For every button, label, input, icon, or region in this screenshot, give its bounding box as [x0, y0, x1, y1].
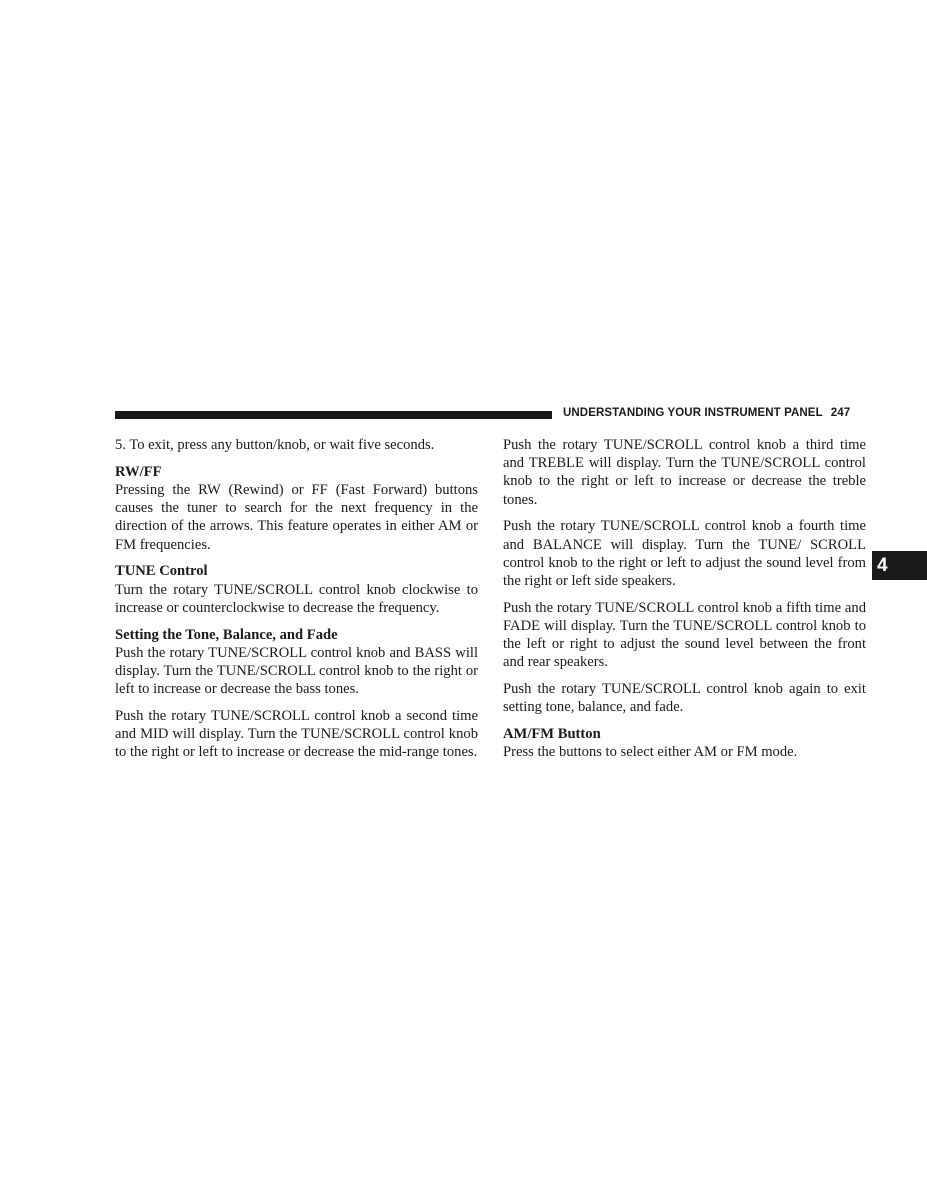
- amfm-paragraph: Press the buttons to select either AM or FM mode.: [503, 744, 798, 761]
- exit-tone-paragraph: Push the rotary TUNE/SCROLL control knob again to exit setting tone, balance, and fade.: [503, 681, 866, 716]
- treble-paragraph: Push the rotary TUNE/SCROLL control knob a third time and TREBLE will display. Turn the TUNE/SCROLL control knob to the right or left to increase or decrease the treble tones.: [503, 437, 866, 508]
- balance-paragraph: Push the rotary TUNE/SCROLL control knob a fourth time and BALANCE will display. Turn the TUNE/ SCROLL control knob to the right or left to adjust the sound level from the right or left side speakers.: [503, 518, 866, 590]
- right-column: [503, 436, 866, 770]
- header-title: UNDERSTANDING YOUR INSTRUMENT PANEL: [563, 407, 823, 419]
- page-number: 247: [830, 407, 851, 419]
- step-5-text: 5. To exit, press any button/knob, or wait five seconds.: [115, 437, 435, 453]
- tone-balance-fade-heading: Setting the Tone, Balance, and Fade: [115, 626, 338, 643]
- running-header: [563, 407, 850, 419]
- fade-paragraph: Push the rotary TUNE/SCROLL control knob a fifth time and FADE will display. Turn the TUNE/SCROLL control knob to the left or right to adjust the sound level between the front and rear speakers.: [503, 599, 866, 671]
- amfm-button-heading: AM/FM Button: [503, 726, 601, 743]
- rwff-heading: RW/FF: [115, 463, 162, 480]
- tune-control-paragraph: Turn the rotary TUNE/SCROLL control knob clockwise to increase or counterclockwise to decrease the frequency.: [115, 581, 478, 616]
- left-column: [115, 436, 478, 770]
- rwff-paragraph: Pressing the RW (Rewind) or FF (Fast Forward) buttons causes the tuner to search for the next frequency in the direction of the arrows. This feature operates in either AM or FM frequencies.: [115, 482, 478, 553]
- mid-paragraph: Push the rotary TUNE/SCROLL control knob a second time and MID will display. Turn the TUNE/SCROLL control knob to the right or left to increase or decrease the mid-range tones.: [115, 708, 478, 761]
- header-rule: [115, 411, 552, 419]
- tune-control-heading: TUNE Control: [115, 563, 208, 580]
- bass-paragraph: Push the rotary TUNE/SCROLL control knob and BASS will display. Turn the TUNE/SCROLL control knob to the right or left to increase or decrease the bass tones.: [115, 644, 478, 698]
- chapter-tab: 4: [872, 551, 927, 580]
